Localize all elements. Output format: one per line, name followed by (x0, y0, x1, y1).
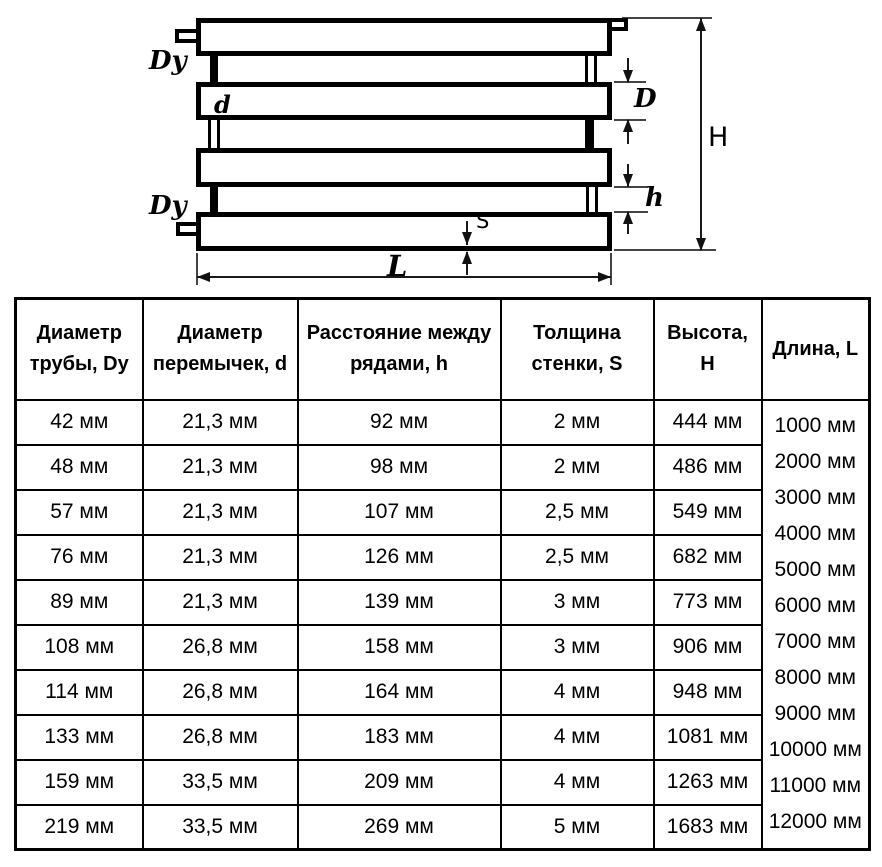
spec-table-header-row (16, 299, 870, 400)
table-cell: 906 мм (654, 625, 762, 670)
table-row (16, 715, 870, 760)
table-row (16, 805, 870, 850)
table-cell: 92 мм (298, 400, 501, 445)
length-option: 3000 мм (774, 486, 856, 510)
tube-row-3 (196, 148, 612, 187)
table-cell: 107 мм (298, 490, 501, 535)
arrow-h-lower-icon (623, 211, 633, 224)
tube-row-2 (196, 82, 612, 120)
table-cell: 33,5 мм (143, 805, 298, 850)
length-option: 1000 мм (774, 414, 856, 438)
table-cell: 948 мм (654, 670, 762, 715)
length-options-cell (762, 400, 870, 850)
length-option: 9000 мм (774, 702, 856, 726)
label-Dy-bottom: Dy (149, 191, 187, 221)
table-row (16, 760, 870, 805)
table-cell: 139 мм (298, 580, 501, 625)
label-d: d (214, 90, 231, 119)
table-row (16, 445, 870, 490)
header-length: Длина, L (762, 299, 870, 400)
table-cell: 76 мм (16, 535, 143, 580)
table-cell: 26,8 мм (143, 670, 298, 715)
table-cell: 114 мм (16, 670, 143, 715)
length-option: 4000 мм (774, 522, 856, 546)
label-h: h (645, 183, 664, 213)
table-cell: 159 мм (16, 760, 143, 805)
arrow-D-lower-icon (623, 119, 633, 132)
table-cell: 21,3 мм (143, 535, 298, 580)
table-cell: 26,8 мм (143, 715, 298, 760)
table-cell: 57 мм (16, 490, 143, 535)
table-cell: 98 мм (298, 445, 501, 490)
table-cell: 2 мм (501, 400, 654, 445)
dim-line-H (700, 18, 702, 250)
length-option: 6000 мм (774, 594, 856, 618)
table-cell: 42 мм (16, 400, 143, 445)
arrow-H-top-icon (696, 18, 706, 31)
table-cell: 48 мм (16, 445, 143, 490)
table-cell: 108 мм (16, 625, 143, 670)
arrow-H-bottom-icon (696, 238, 706, 251)
table-cell: 1263 мм (654, 760, 762, 805)
table-cell: 2,5 мм (501, 490, 654, 535)
table-cell: 21,3 мм (143, 490, 298, 535)
table-cell: 549 мм (654, 490, 762, 535)
table-cell: 486 мм (654, 445, 762, 490)
label-D: D (634, 84, 657, 114)
table-cell: 1081 мм (654, 715, 762, 760)
table-cell: 5 мм (501, 805, 654, 850)
table-cell: 444 мм (654, 400, 762, 445)
label-H: H (708, 122, 729, 153)
arrow-h-upper-icon (623, 174, 633, 187)
table-cell: 4 мм (501, 670, 654, 715)
header-row-spacing: Расстояние между рядами, h (298, 299, 501, 400)
table-cell: 21,3 мм (143, 445, 298, 490)
header-pipe-diameter: Диаметр трубы, Dy (16, 299, 143, 400)
table-cell: 209 мм (298, 760, 501, 805)
table-cell: 21,3 мм (143, 580, 298, 625)
table-row (16, 400, 870, 445)
length-option: 8000 мм (774, 666, 856, 690)
arrow-L-left-icon (197, 272, 210, 282)
tube-row-1 (196, 18, 612, 56)
jumper-row2-left (208, 117, 220, 152)
label-L: L (387, 249, 408, 283)
table-cell: 773 мм (654, 580, 762, 625)
table-cell: 21,3 мм (143, 400, 298, 445)
table-cell: 3 мм (501, 580, 654, 625)
tube-row-4 (196, 212, 612, 251)
label-S: S (476, 209, 490, 233)
table-row (16, 625, 870, 670)
header-jumper-diameter: Диаметр перемычек, d (143, 299, 298, 400)
table-row (16, 535, 870, 580)
jumper-row2-right (585, 117, 594, 152)
table-cell: 126 мм (298, 535, 501, 580)
header-height: Высота, H (654, 299, 762, 400)
table-cell: 4 мм (501, 760, 654, 805)
table-cell: 26,8 мм (143, 625, 298, 670)
table-cell: 2,5 мм (501, 535, 654, 580)
length-option: 10000 мм (768, 738, 862, 762)
table-cell: 3 мм (501, 625, 654, 670)
length-option: 11000 мм (769, 774, 862, 798)
length-option: 5000 мм (774, 558, 856, 582)
table-cell: 2 мм (501, 445, 654, 490)
table-cell: 89 мм (16, 580, 143, 625)
table-cell: 4 мм (501, 715, 654, 760)
table-cell: 269 мм (298, 805, 501, 850)
label-Dy-top: Dy (149, 46, 187, 76)
table-cell: 33,5 мм (143, 760, 298, 805)
jumper-row1-left (210, 52, 218, 86)
table-cell: 183 мм (298, 715, 501, 760)
table-cell: 158 мм (298, 625, 501, 670)
arrow-L-right-icon (598, 272, 611, 282)
spec-table-body (16, 400, 870, 850)
table-cell: 219 мм (16, 805, 143, 850)
arrow-S-upper-icon (462, 232, 472, 245)
table-cell: 133 мм (16, 715, 143, 760)
table-cell: 164 мм (298, 670, 501, 715)
jumper-row1-right (585, 52, 597, 86)
arrow-D-upper-icon (623, 70, 633, 83)
length-option: 7000 мм (774, 630, 856, 654)
table-cell: 682 мм (654, 535, 762, 580)
table-cell: 1683 мм (654, 805, 762, 850)
length-option: 12000 мм (768, 810, 862, 834)
table-row (16, 490, 870, 535)
table-row (16, 580, 870, 625)
table-row (16, 670, 870, 715)
length-option: 2000 мм (774, 450, 856, 474)
header-wall-thickness: Толщина стенки, S (501, 299, 654, 400)
arrow-S-lower-icon (462, 251, 472, 264)
spec-table (14, 297, 871, 851)
